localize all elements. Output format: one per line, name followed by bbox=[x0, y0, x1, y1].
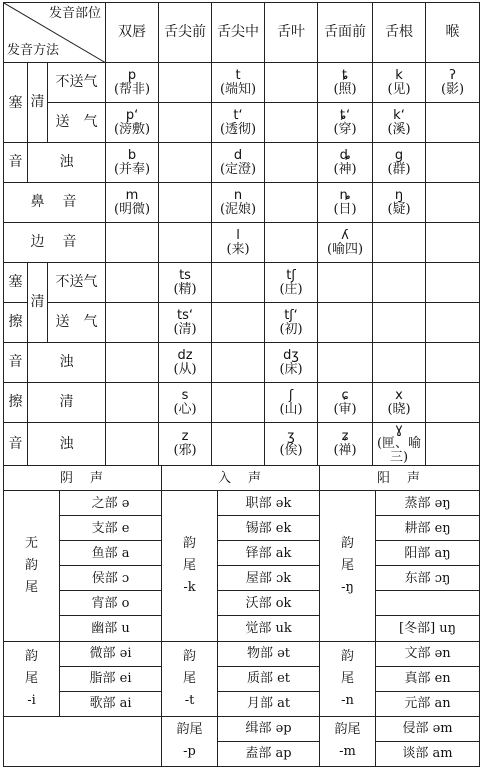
consonant-cell bbox=[318, 263, 373, 303]
initial-example: (初) bbox=[279, 321, 303, 337]
rhyme-cell: 铎部 ak bbox=[218, 541, 320, 566]
rhyme-cell: 侵部 əm bbox=[376, 716, 480, 741]
consonant-cell bbox=[426, 183, 480, 223]
initial-example: (泥娘) bbox=[219, 201, 257, 217]
initial-example: (疑) bbox=[387, 201, 411, 217]
consonant-cell bbox=[265, 263, 318, 303]
consonant-cell bbox=[426, 343, 480, 383]
place-header-cell: 喉 bbox=[426, 3, 480, 63]
place-header-cell: 舌面前 bbox=[318, 3, 373, 63]
consonant-cell bbox=[373, 263, 426, 303]
rhyme-cell: 月部 at bbox=[218, 691, 320, 716]
place-header-cell: 舌尖前 bbox=[159, 3, 212, 63]
manner-label: 擦 bbox=[4, 383, 28, 423]
rhyme-cell: 脂部 ei bbox=[60, 666, 162, 691]
consonant-cell bbox=[106, 263, 159, 303]
manner-label: 鼻 音 bbox=[4, 183, 106, 223]
initial-example: (见) bbox=[387, 81, 411, 97]
ipa-symbol: t bbox=[235, 67, 241, 83]
consonant-cell bbox=[318, 143, 373, 183]
consonant-cell bbox=[212, 103, 265, 143]
initial-example: (照) bbox=[333, 81, 357, 97]
consonant-cell bbox=[426, 303, 480, 343]
rhyme-cell: [冬部] uŋ bbox=[376, 616, 480, 641]
consonant-cell bbox=[318, 303, 373, 343]
rhyme-cell: 谈部 am bbox=[376, 741, 480, 766]
initial-example: (帮非) bbox=[113, 81, 151, 97]
rhyme-cell: 屋部 ɔk bbox=[218, 566, 320, 591]
consonant-cell bbox=[318, 343, 373, 383]
consonant-cell bbox=[318, 383, 373, 423]
consonant-cell bbox=[106, 343, 159, 383]
consonant-cell bbox=[159, 103, 212, 143]
initial-example: (晓) bbox=[387, 401, 411, 417]
consonant-cell bbox=[426, 223, 480, 263]
manner-label: 清 bbox=[28, 263, 48, 343]
consonant-cell bbox=[265, 303, 318, 343]
diagonal-header-cell bbox=[4, 3, 106, 63]
ipa-symbol: pʻ bbox=[125, 107, 139, 123]
rhyme-cell: 元部 an bbox=[376, 691, 480, 716]
consonant-cell bbox=[265, 103, 318, 143]
initial-example: (邪) bbox=[173, 443, 197, 458]
consonant-cell bbox=[426, 63, 480, 103]
rhyme-cell: 之部 ə bbox=[60, 491, 162, 516]
initial-example: (端知) bbox=[219, 81, 257, 97]
initial-example: (透彻) bbox=[219, 121, 257, 137]
initial-example: (穿) bbox=[333, 121, 357, 137]
manner-label: 不送气 bbox=[48, 263, 106, 303]
manner-label: 塞 bbox=[4, 63, 28, 143]
consonant-table bbox=[3, 2, 480, 466]
consonant-cell bbox=[265, 223, 318, 263]
manner-header: 发音方法 bbox=[7, 43, 60, 58]
initial-example: (心) bbox=[173, 401, 197, 417]
consonant-cell bbox=[426, 263, 480, 303]
initial-example: (精) bbox=[173, 281, 197, 297]
consonant-cell bbox=[212, 303, 265, 343]
consonant-cell bbox=[212, 223, 265, 263]
ipa-symbol: m bbox=[125, 187, 139, 203]
consonant-cell bbox=[265, 383, 318, 423]
rhyme-cell: 缉部 əp bbox=[218, 716, 320, 741]
initial-example: (来) bbox=[226, 241, 250, 257]
ipa-symbol: g bbox=[394, 147, 404, 163]
manner-label: 清 bbox=[28, 383, 106, 423]
column-header-ru: 入 声 bbox=[162, 466, 320, 491]
group-label: 韵 尾 -t bbox=[162, 641, 218, 716]
rhyme-cell: 锡部 ek bbox=[218, 516, 320, 541]
ipa-symbol: ȶʻ bbox=[339, 107, 351, 123]
consonant-cell bbox=[373, 383, 426, 423]
consonant-cell bbox=[265, 63, 318, 103]
initial-example: (喻四) bbox=[326, 241, 364, 257]
manner-label: 清 bbox=[28, 63, 48, 143]
initial-example: (并奉) bbox=[113, 161, 151, 177]
consonant-cell bbox=[373, 423, 426, 466]
rhyme-table bbox=[3, 465, 480, 767]
ipa-symbol: ts bbox=[179, 267, 191, 283]
initial-example: (溪) bbox=[387, 121, 411, 137]
consonant-cell bbox=[106, 223, 159, 263]
manner-label: 塞 bbox=[4, 263, 28, 303]
ipa-symbol: k bbox=[395, 67, 403, 83]
rhyme-cell: 东部 ɔŋ bbox=[376, 566, 480, 591]
consonant-cell bbox=[159, 223, 212, 263]
rhyme-cell: 职部 ək bbox=[218, 491, 320, 516]
rhyme-cell: 宵部 o bbox=[60, 591, 162, 616]
consonant-cell bbox=[212, 383, 265, 423]
consonant-cell bbox=[159, 263, 212, 303]
consonant-cell bbox=[159, 423, 212, 466]
ipa-symbol: tʻ bbox=[233, 107, 243, 123]
ipa-symbol: d bbox=[233, 147, 243, 163]
rhyme-cell: 耕部 eŋ bbox=[376, 516, 480, 541]
consonant-cell bbox=[212, 63, 265, 103]
consonant-cell bbox=[373, 343, 426, 383]
group-label: 韵 尾 -i bbox=[4, 641, 60, 716]
place-header-cell: 双唇 bbox=[106, 3, 159, 63]
ipa-symbol: z bbox=[181, 429, 189, 444]
consonant-cell bbox=[373, 183, 426, 223]
place-header: 发音部位 bbox=[49, 6, 102, 21]
initial-example: (定澄) bbox=[219, 161, 257, 177]
consonant-cell bbox=[159, 343, 212, 383]
consonant-cell bbox=[318, 183, 373, 223]
consonant-cell bbox=[159, 383, 212, 423]
ipa-symbol: tʃʻ bbox=[284, 307, 298, 323]
ipa-symbol: p bbox=[127, 67, 137, 83]
ipa-symbol: tʃ bbox=[286, 267, 296, 283]
manner-label: 浊 bbox=[28, 143, 106, 183]
column-header-yin: 阴 声 bbox=[4, 466, 162, 491]
consonant-cell bbox=[159, 303, 212, 343]
ipa-symbol: ȵ bbox=[339, 187, 351, 203]
consonant-cell bbox=[265, 183, 318, 223]
ipa-symbol: s bbox=[181, 387, 189, 403]
consonant-cell bbox=[212, 343, 265, 383]
ipa-symbol: ʒ bbox=[287, 429, 295, 444]
rhyme-cell: 鱼部 a bbox=[60, 541, 162, 566]
consonant-cell bbox=[426, 383, 480, 423]
rhyme-cell bbox=[376, 591, 480, 616]
consonant-cell bbox=[265, 343, 318, 383]
consonant-cell bbox=[106, 183, 159, 223]
consonant-cell bbox=[212, 183, 265, 223]
consonant-cell bbox=[106, 383, 159, 423]
initial-example: (神) bbox=[333, 161, 357, 177]
rhyme-cell: 支部 e bbox=[60, 516, 162, 541]
consonant-cell bbox=[318, 423, 373, 466]
ipa-symbol: b bbox=[127, 147, 137, 163]
ipa-symbol: ɣ bbox=[395, 422, 403, 437]
initial-example: (床) bbox=[279, 361, 303, 377]
group-label: 韵 尾 -k bbox=[162, 491, 218, 641]
manner-label: 擦 bbox=[4, 303, 28, 343]
rhyme-cell: 侯部 ɔ bbox=[60, 566, 162, 591]
group-label: 韵尾 -m bbox=[320, 716, 376, 766]
rhyme-cell: 盍部 ap bbox=[218, 741, 320, 766]
consonant-cell bbox=[106, 143, 159, 183]
column-header-yang: 阳 声 bbox=[320, 466, 480, 491]
group-label: 无 韵 尾 bbox=[4, 491, 60, 641]
place-header-cell: 舌根 bbox=[373, 3, 426, 63]
ipa-symbol: ʑ bbox=[341, 429, 349, 444]
ipa-symbol: tsʻ bbox=[177, 307, 194, 323]
manner-label: 浊 bbox=[28, 343, 106, 383]
initial-example: (影) bbox=[440, 81, 465, 97]
ipa-symbol: ȡ bbox=[339, 147, 351, 163]
consonant-cell bbox=[318, 103, 373, 143]
manner-label: 音 bbox=[4, 143, 28, 183]
initial-example: (禅) bbox=[333, 443, 357, 458]
ipa-symbol: dz bbox=[177, 347, 193, 363]
consonant-cell bbox=[265, 423, 318, 466]
rhyme-cell: 幽部 u bbox=[60, 616, 162, 641]
initial-example: (群) bbox=[387, 161, 411, 177]
initial-example: (明微) bbox=[113, 201, 151, 217]
initial-example: (从) bbox=[173, 361, 197, 377]
consonant-cell bbox=[426, 103, 480, 143]
rhyme-cell: 蒸部 əŋ bbox=[376, 491, 480, 516]
consonant-cell bbox=[318, 223, 373, 263]
initial-example: (山) bbox=[279, 401, 303, 417]
place-header-cell: 舌叶 bbox=[265, 3, 318, 63]
rhyme-cell: 微部 əi bbox=[60, 641, 162, 666]
rhyme-cell: 阳部 aŋ bbox=[376, 541, 480, 566]
consonant-cell bbox=[373, 303, 426, 343]
ipa-symbol: ʃ bbox=[288, 387, 294, 403]
ipa-symbol: kʻ bbox=[393, 107, 405, 123]
manner-label: 边 音 bbox=[4, 223, 106, 263]
ipa-symbol: x bbox=[395, 387, 403, 403]
consonant-cell bbox=[426, 423, 480, 466]
manner-label: 送 气 bbox=[48, 103, 106, 143]
initial-example: (匣、喻三) bbox=[376, 436, 422, 465]
rhyme-cell: 歌部 ai bbox=[60, 691, 162, 716]
consonant-cell bbox=[426, 143, 480, 183]
initial-example: (俟) bbox=[279, 443, 303, 458]
empty-cell bbox=[4, 716, 162, 766]
ipa-symbol: ȶ bbox=[341, 67, 349, 83]
manner-label: 送 气 bbox=[48, 303, 106, 343]
group-label: 韵 尾 -n bbox=[320, 641, 376, 716]
ipa-symbol: dʒ bbox=[283, 347, 299, 363]
rhyme-cell: 真部 en bbox=[376, 666, 480, 691]
ipa-symbol: l bbox=[236, 227, 240, 243]
rhyme-cell: 觉部 uk bbox=[218, 616, 320, 641]
consonant-cell bbox=[106, 423, 159, 466]
ipa-symbol: n bbox=[233, 187, 243, 203]
consonant-cell bbox=[265, 143, 318, 183]
consonant-cell bbox=[373, 223, 426, 263]
group-label: 韵尾 -p bbox=[162, 716, 218, 766]
consonant-cell bbox=[373, 103, 426, 143]
ipa-symbol: ʎ bbox=[341, 227, 349, 243]
manner-label: 浊 bbox=[28, 423, 106, 466]
initial-example: (庄) bbox=[279, 281, 303, 297]
rhyme-cell: 文部 ən bbox=[376, 641, 480, 666]
consonant-cell bbox=[212, 263, 265, 303]
ipa-symbol: ɕ bbox=[341, 387, 349, 403]
rhyme-cell: 质部 et bbox=[218, 666, 320, 691]
rhyme-cell: 沃部 ok bbox=[218, 591, 320, 616]
manner-label: 音 bbox=[4, 423, 28, 466]
consonant-cell bbox=[373, 143, 426, 183]
consonant-cell bbox=[159, 143, 212, 183]
initial-example: (滂敷) bbox=[113, 121, 151, 137]
manner-label: 音 bbox=[4, 343, 28, 383]
consonant-cell bbox=[212, 143, 265, 183]
initial-example: (日) bbox=[333, 201, 357, 217]
consonant-cell bbox=[318, 63, 373, 103]
ipa-symbol: ŋ bbox=[394, 187, 404, 203]
manner-label: 不送气 bbox=[48, 63, 106, 103]
consonant-cell bbox=[106, 103, 159, 143]
consonant-cell bbox=[159, 183, 212, 223]
rhyme-cell: 物部 ət bbox=[218, 641, 320, 666]
group-label: 韵 尾 -ŋ bbox=[320, 491, 376, 641]
ipa-symbol: ʔ bbox=[449, 67, 456, 83]
consonant-cell bbox=[159, 63, 212, 103]
consonant-cell bbox=[373, 63, 426, 103]
consonant-cell bbox=[212, 423, 265, 466]
initial-example: (审) bbox=[333, 401, 357, 417]
initial-example: (清) bbox=[173, 321, 197, 337]
place-header-cell: 舌尖中 bbox=[212, 3, 265, 63]
consonant-cell bbox=[106, 303, 159, 343]
consonant-cell bbox=[106, 63, 159, 103]
